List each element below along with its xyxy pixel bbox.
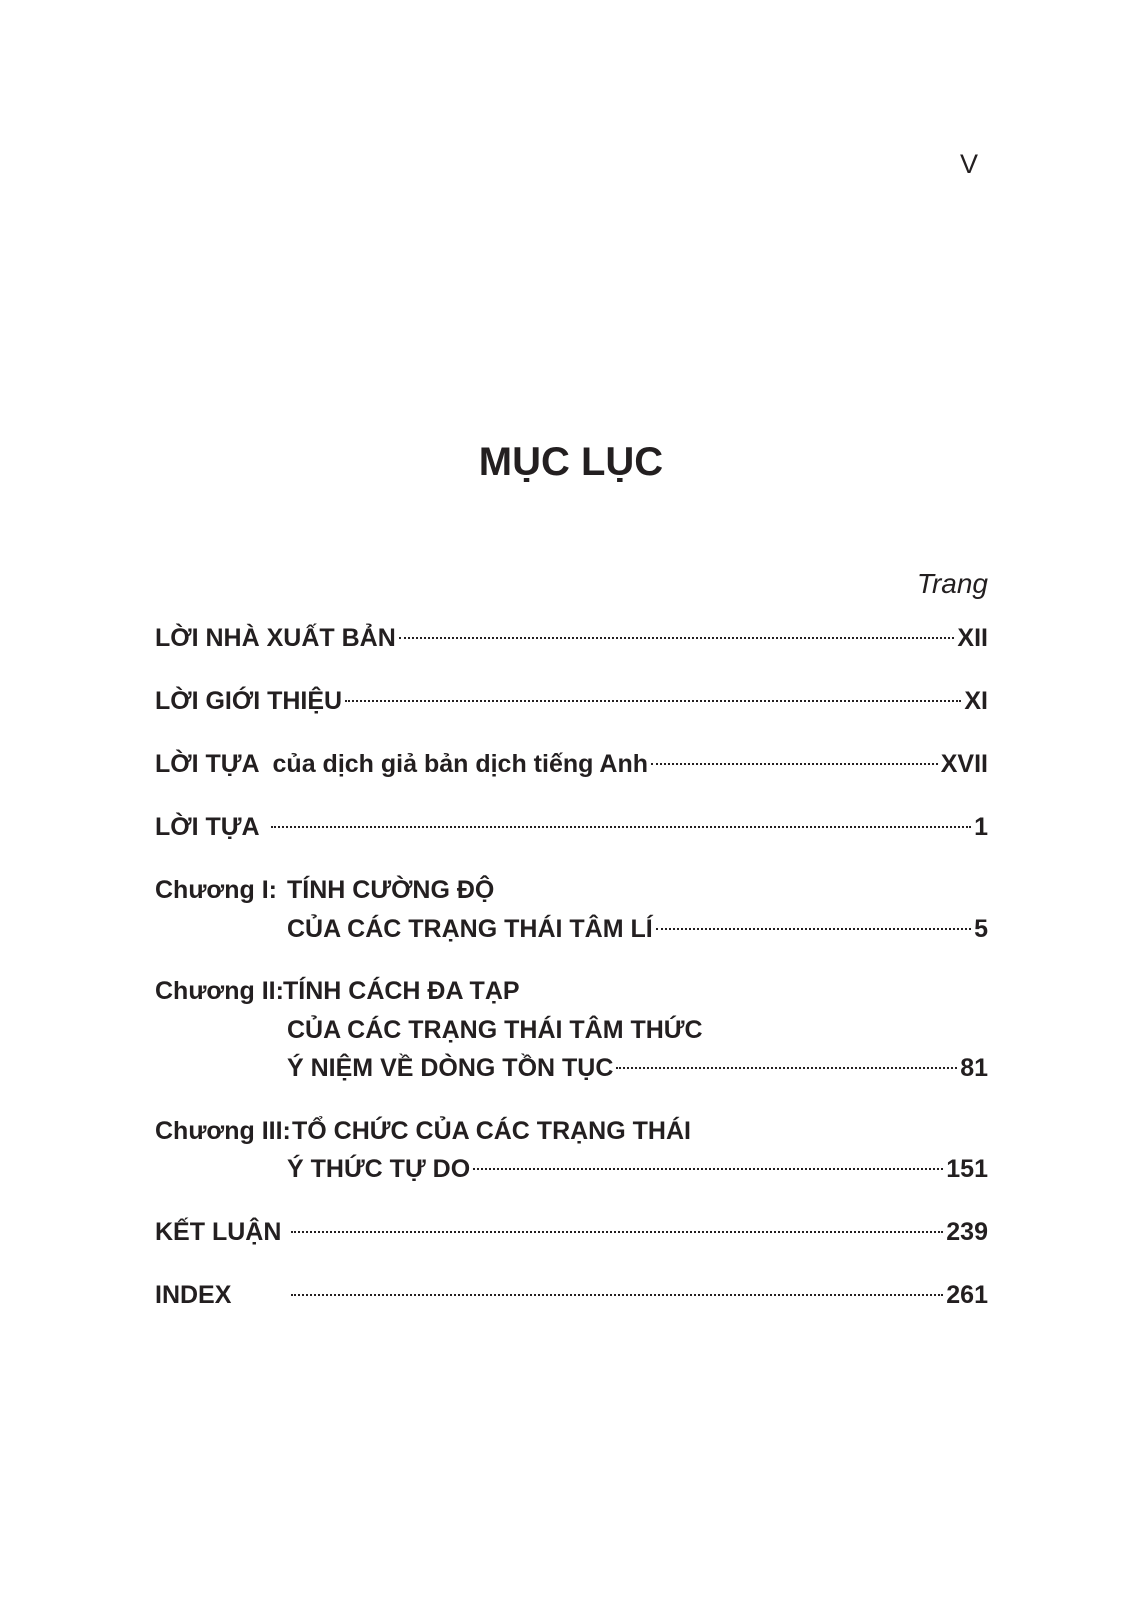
dot-leader (656, 928, 971, 930)
toc-entry-page: XI (964, 687, 988, 715)
toc-entry-title: INDEX (155, 1281, 232, 1309)
chapter-prefix: Chương III: (155, 1117, 291, 1145)
toc-entry[interactable] (155, 809, 988, 845)
dot-leader (345, 700, 961, 702)
chapter-title-line: Ý NIỆM VỀ DÒNG TỒN TỤC (287, 1054, 614, 1082)
toc-entry[interactable] (155, 746, 988, 782)
toc-entry[interactable] (155, 1214, 988, 1250)
toc-entry (287, 1050, 988, 1086)
toc-entry-title: LỜI TỰA (155, 813, 260, 841)
dot-leader (291, 1231, 943, 1233)
toc-entry[interactable] (155, 683, 988, 719)
page-column-label: Trang (916, 568, 988, 599)
toc-entry-page: 5 (974, 915, 988, 943)
dot-leader (473, 1168, 943, 1170)
chapter-title-line: CỦA CÁC TRẠNG THÁI TÂM THỨC (287, 1016, 703, 1044)
dot-leader (616, 1067, 957, 1069)
toc-entry-title: LỜI NHÀ XUẤT BẢN (155, 624, 396, 652)
toc-entry-page: 151 (946, 1155, 988, 1183)
toc-entry-page: XVII (940, 750, 988, 778)
toc-entry-page: XII (957, 624, 988, 652)
toc-entry-title: LỜI GIỚI THIỆU (155, 687, 343, 715)
toc-entry-page: 1 (974, 813, 988, 841)
chapter-prefix: Chương II: (155, 977, 284, 1005)
dot-leader (651, 763, 938, 765)
chapter-title-line: Ý THỨC TỰ DO (287, 1155, 471, 1183)
chapter-title-line: TÍNH CƯỜNG ĐỘ (287, 876, 495, 904)
toc-entry (287, 911, 988, 947)
page-title: MỤC LỤC (478, 440, 664, 484)
toc-entry[interactable] (155, 1277, 988, 1313)
page-number: V (960, 149, 979, 179)
toc-entry-page: 261 (946, 1281, 988, 1309)
dot-leader (291, 1294, 943, 1296)
chapter-prefix: Chương I: (155, 876, 277, 904)
toc-entry-page: 81 (960, 1054, 988, 1082)
chapter-title-line: TÍNH CÁCH ĐA TẠP (283, 977, 520, 1005)
dot-leader (271, 826, 971, 828)
toc-entry[interactable] (155, 620, 988, 656)
toc-entry-title: LỜI TỰA của dịch giả bản dịch tiếng Anh (155, 750, 649, 778)
chapter-title-line: TỔ CHỨC CỦA CÁC TRẠNG THÁI (292, 1117, 691, 1145)
chapter-title-line: CỦA CÁC TRẠNG THÁI TÂM LÍ (287, 915, 653, 943)
toc-entry-page: 239 (946, 1218, 988, 1246)
toc-entry-title: KẾT LUẬN (155, 1218, 282, 1246)
toc-entry (287, 1151, 988, 1187)
dot-leader (399, 637, 955, 639)
